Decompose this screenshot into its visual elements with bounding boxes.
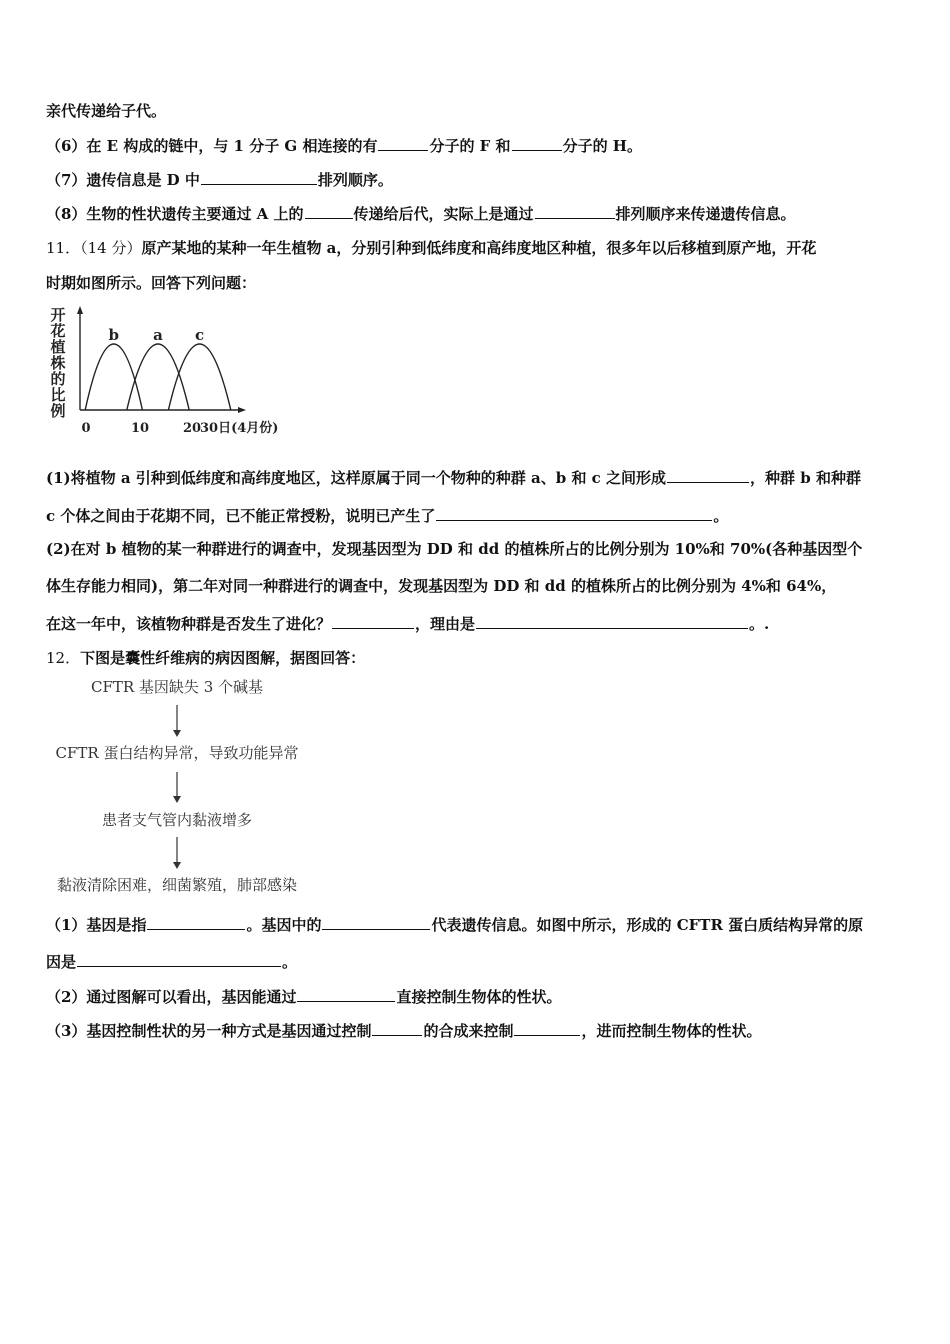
flowering-chart [44,306,284,440]
q11-intro-line1: 11．（14 分）原产某地的某种一年生植物 a，分别引种到低纬度和高纬度地区种植，很多年以后移植到原产地，开花 [46,239,817,257]
q10-part8: （8）生物的性状遗传主要通过 A 上的 传递给后代，实际上是通过 排列顺序来传递遗传信息。 [46,205,796,223]
q10-tail: 亲代传递给子代。 [46,102,167,120]
answer-blank[interactable] [535,203,615,219]
y-axis-arrow [77,306,83,314]
chart-y-label [49,306,65,420]
y-label-char: 例 [50,402,66,420]
flow-step-4: 黏液清除困难，细菌繁殖，肺部感染 [56,876,298,894]
answer-blank[interactable] [378,135,428,151]
curve-label-c: c [195,326,205,344]
answer-blank[interactable] [476,613,748,629]
x-tick-label: 20 [182,421,202,436]
flow-step-2: CFTR 蛋白结构异常，导致功能异常 [55,744,299,762]
question-number: 11．（14 分） [46,239,142,257]
answer-blank[interactable] [77,951,281,967]
answer-blank[interactable] [372,1020,422,1036]
answer-blank[interactable] [201,169,317,185]
cftr-flow-diagram [44,676,324,898]
answer-blank[interactable] [147,914,245,930]
y-label-char: 株 [50,354,66,372]
q10-part7: （7）遗传信息是 D 中 排列顺序。 [46,171,393,189]
curve-a [127,344,189,410]
q11-s2-line3: 在这一年中，该植物种群是否发生了进化？ ，理由是 。. [46,615,770,633]
q11-s2-line1: (2)在对 b 植物的某一种群进行的调查中，发现基因型为 DD 和 dd 的植株所占的比例分别为 10%和 70%(各种基因型个 [46,540,863,558]
question-number: 12． [46,649,81,667]
curve-label-b: b [108,326,120,344]
flow-step-3: 患者支气管内黏液增多 [101,811,253,829]
curve-label-a: a [153,326,163,344]
answer-blank[interactable] [332,613,414,629]
q12-p3: （3）基因控制性状的另一种方式是基因通过控制 的合成来控制 ，进而控制生物体的性状。 [46,1022,762,1040]
q11-intro-line2: 时期如图所示。回答下列问题： [46,274,257,292]
y-label-char: 比 [50,386,66,404]
y-label-char: 植 [50,338,66,356]
q11-s2-line2: 体生存能力相同)，第二年对同一种群进行的调查中，发现基因型为 DD 和 dd 的植株所占的比例分别为 4%和 64%， [46,577,837,595]
x-tick-label: 0 [81,421,91,436]
answer-blank[interactable] [667,467,749,483]
q12-p1-line2: 因是 。 [46,953,298,971]
q12-p1-line1: （1）基因是指 。基因中的 代表遗传信息。如图中所示，形成的 CFTR 蛋白质结构异常的原 [46,916,864,934]
x-tick-label: 10 [130,421,150,436]
answer-blank[interactable] [305,203,353,219]
q11-s1-line2: c 个体之间由于花期不同，已不能正常授粉，说明已产生了 。 [46,507,729,525]
y-label-char: 花 [50,322,66,340]
flow-arrowhead [173,862,181,869]
q10-part6: （6）在 E 构成的链中，与 1 分子 G 相连接的有 分子的 F 和 分子的 H。 [46,137,642,155]
q11-s1-line1: (1)将植物 a 引种到低纬度和高纬度地区，这样原属于同一个物种的种群 a、b 和 c 之间形成 ，种群 b 和种群 [46,469,861,487]
answer-blank[interactable] [297,986,395,1002]
answer-blank[interactable] [514,1020,580,1036]
flow-arrowhead [173,730,181,737]
curve-b [85,344,142,410]
q12-p2: （2）通过图解可以看出，基因能通过 直接控制生物体的性状。 [46,988,562,1006]
answer-blank[interactable] [512,135,562,151]
y-label-char: 的 [50,370,66,388]
q12-intro: 12．下图是囊性纤维病的病因图解，据图回答： [46,649,366,667]
flow-step-1: CFTR 基因缺失 3 个碱基 [90,678,264,696]
answer-blank[interactable] [322,914,430,930]
x-axis-arrow [238,407,246,413]
curve-c [168,344,230,410]
chart-x-label: 30日(4月份) [200,421,279,436]
y-label-char: 开 [50,306,66,324]
flow-arrowhead [173,796,181,803]
answer-blank[interactable] [436,505,712,521]
